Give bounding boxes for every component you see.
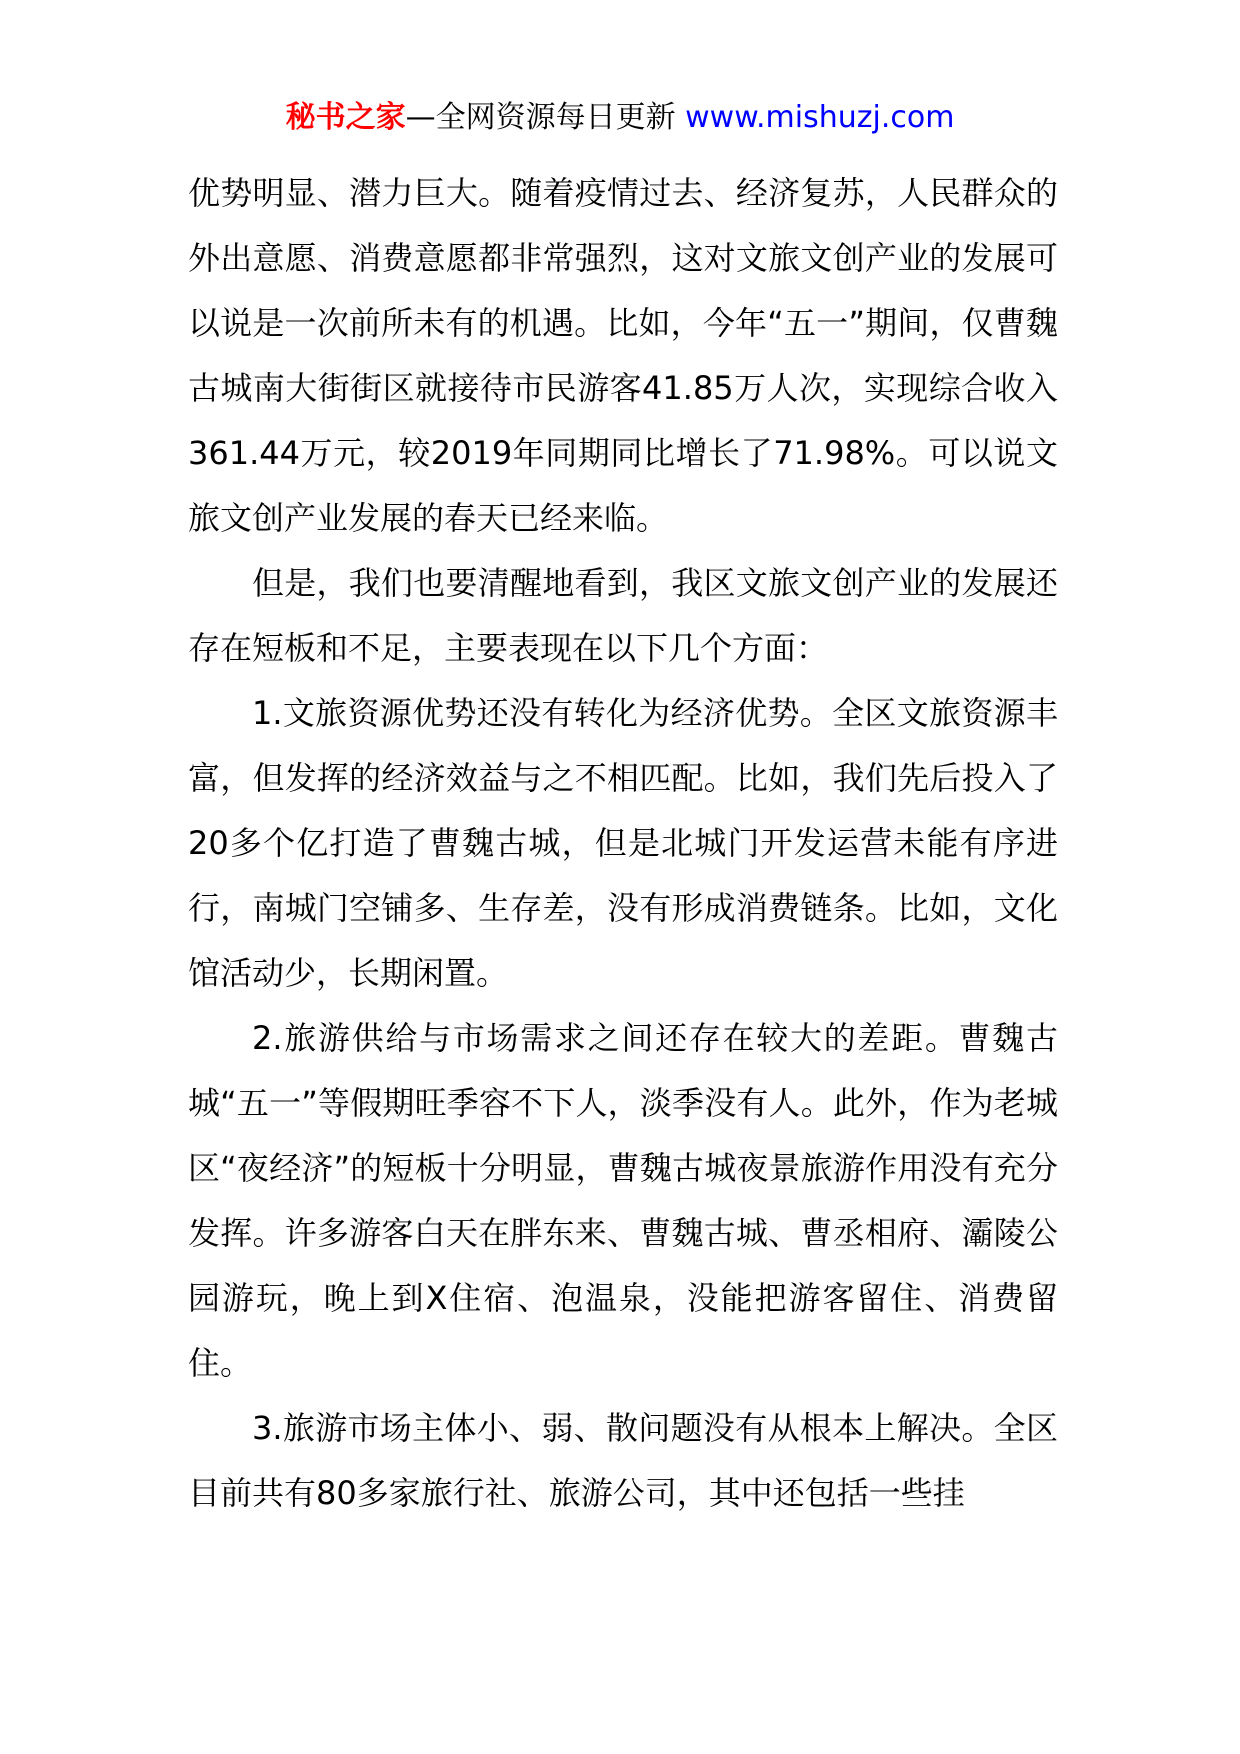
paragraph: 优势明显、潜力巨大。随着疫情过去、经济复苏，人民群众的外出意愿、消费意愿都非常强烈，这对文旅文创产业的发展可以说是一次前所未有的机遇。比如，今年“五一”期间，仅曹魏古城南大街街区就接待市民游客41.85万人次，实现综合收入361.44万元，较2019年同期同比增长了71.98%。可以说文旅文创产业发展的春天已经来临。	[188, 174, 1058, 537]
header-tagline: —全网资源每日更新	[405, 100, 676, 135]
brand-name: 秘书之家	[285, 100, 406, 135]
site-url-link[interactable]: www.mishuzj.com	[685, 100, 955, 135]
paragraph: 2.旅游供给与市场需求之间还存在较大的差距。曹魏古城“五一”等假期旺季容不下人，淡季没有人。此外，作为老城区“夜经济”的短板十分明显，曹魏古城夜景旅游作用没有充分发挥。许多游客白天在胖东来、曹魏古城、曹丞相府、灞陵公园游玩，晚上到X住宿、泡温泉，没能把游客留住、消费留住。	[188, 1019, 1058, 1382]
paragraph: 3.旅游市场主体小、弱、散问题没有从根本上解决。全区目前共有80多家旅行社、旅游公司，其中还包括一些挂	[188, 1409, 1058, 1512]
document-body	[188, 161, 1058, 1526]
paragraph: 1.文旅资源优势还没有转化为经济优势。全区文旅资源丰富，但发挥的经济效益与之不相匹配。比如，我们先后投入了20多个亿打造了曹魏古城，但是北城门开发运营未能有序进行，南城门空铺多、生存差，没有形成消费链条。比如，文化馆活动少，长期闲置。	[188, 694, 1058, 992]
page-header	[0, 98, 1240, 138]
paragraph: 但是，我们也要清醒地看到，我区文旅文创产业的发展还存在短板和不足，主要表现在以下几个方面：	[188, 564, 1058, 667]
